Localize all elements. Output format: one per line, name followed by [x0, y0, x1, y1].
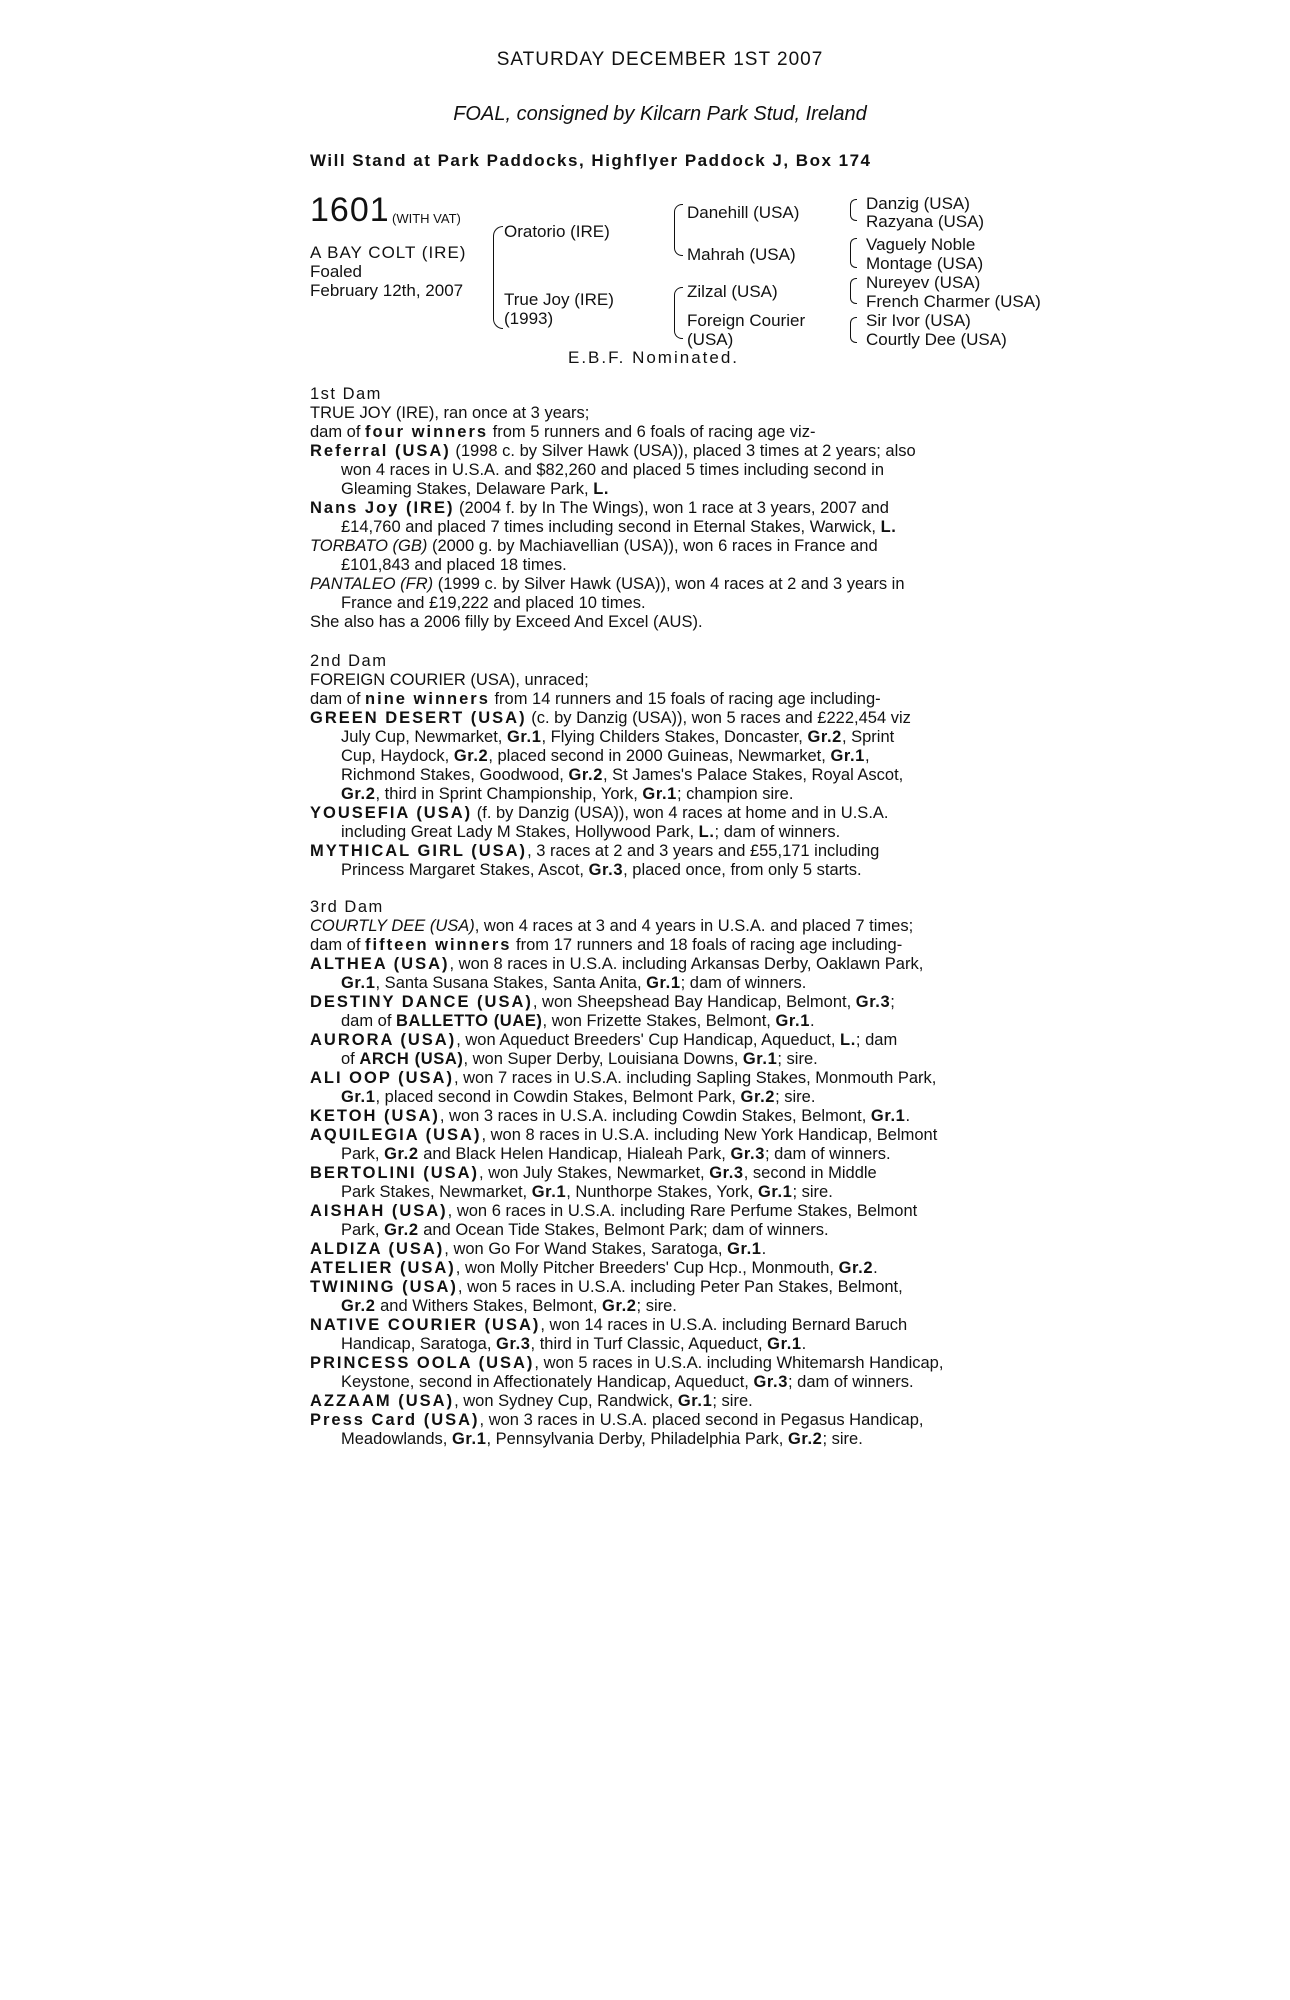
- sire-dam: Mahrah (USA): [687, 245, 796, 264]
- produce-torbato: TORBATO (GB) (2000 g. by Machiavellian (USA)), won 6 races in France and £101,843 and placed 18 times.: [310, 537, 878, 574]
- produce-name: ALTHEA (USA): [310, 955, 450, 973]
- sire: Oratorio (IRE): [504, 222, 610, 241]
- pedigree-brace-g2: [850, 238, 857, 268]
- first-dam-section: [310, 385, 970, 632]
- produce-name: Press Card (USA): [310, 1411, 480, 1429]
- third-dam-produce-list: [310, 955, 970, 1449]
- pedigree-brace-sire: [674, 204, 683, 256]
- lot-number: 1601: [310, 191, 390, 229]
- third-dam-produce-item: DESTINY DANCE (USA), won Sheepshead Bay Handicap, Belmont, Gr.3; dam of BALLETTO (UAE), won Frizette Stakes, Belmont, Gr.1.: [310, 993, 895, 1030]
- first-dam-produce-summary: dam of four winners from 5 runners and 6 foals of racing age viz-: [310, 423, 816, 441]
- stand-location: Will Stand at Park Paddocks, Highflyer Paddock J, Box 174: [310, 151, 872, 170]
- third-dam-produce-item: AQUILEGIA (USA), won 8 races in U.S.A. including New York Handicap, Belmont Park, Gr.2 and Black Helen Handicap, Hialeah Park, Gr.3; dam of winners.: [310, 1126, 938, 1163]
- dam-dam-line2: (USA): [687, 330, 734, 349]
- gen3-2: Razyana (USA): [866, 212, 985, 231]
- third-dam-produce-item: ALI OOP (USA), won 7 races in U.S.A. including Sapling Stakes, Monmouth Park, Gr.1, placed second in Cowdin Stakes, Belmont Park, Gr.2; sire.: [310, 1069, 937, 1106]
- sire-sire: Danehill (USA): [687, 203, 800, 222]
- gen3-7: Sir Ivor (USA): [866, 311, 971, 330]
- produce-name: AURORA (USA): [310, 1031, 457, 1049]
- pedigree-brace-main: [493, 226, 503, 329]
- third-dam-heading: 3rd Dam: [310, 898, 384, 916]
- gen3-8: Courtly Dee (USA): [866, 330, 1007, 349]
- produce-nans-joy: Nans Joy (IRE) (2004 f. by In The Wings), won 1 race at 3 years, 2007 and £14,760 and placed 7 times including second in Eternal Stakes, Warwick, L.: [310, 499, 897, 536]
- produce-name: AQUILEGIA (USA): [310, 1126, 482, 1144]
- gen3-5: Nureyev (USA): [866, 273, 981, 292]
- produce-mythical-girl: MYTHICAL GIRL (USA), 3 races at 2 and 3 years and £55,171 including Princess Margaret Stakes, Ascot, Gr.3, placed once, from only 5 starts.: [310, 842, 880, 879]
- gen3-3: Vaguely Noble: [866, 235, 976, 254]
- pedigree-brace-g3: [850, 278, 857, 304]
- pedigree-brace-dam: [674, 287, 683, 339]
- ebf-nomination: E.B.F. Nominated.: [568, 348, 740, 367]
- third-dam-produce-item: KETOH (USA), won 3 races in U.S.A. including Cowdin Stakes, Belmont, Gr.1.: [310, 1107, 911, 1125]
- dam-sire: Zilzal (USA): [687, 282, 778, 301]
- pedigree-brace-g1: [850, 199, 857, 221]
- dam-year: (1993): [504, 309, 554, 328]
- produce-name: AISHAH (USA): [310, 1202, 448, 1220]
- third-dam-produce-item: Press Card (USA), won 3 races in U.S.A. placed second in Pegasus Handicap, Meadowlands, Gr.1, Pennsylvania Derby, Philadelphia Park, Gr.2; sire.: [310, 1411, 924, 1448]
- produce-name: PRINCESS OOLA (USA): [310, 1354, 535, 1372]
- produce-yousefia: YOUSEFIA (USA) (f. by Danzig (USA)), won 4 races at home and in U.S.A. including Great Lady M Stakes, Hollywood Park, L.; dam of winners.: [310, 804, 889, 841]
- first-dam-heading: 1st Dam: [310, 385, 382, 403]
- third-dam-produce-item: PRINCESS OOLA (USA), won 5 races in U.S.A. including Whitemarsh Handicap, Keystone, second in Affectionately Handicap, Aqueduct, Gr.3; dam of winners.: [310, 1354, 944, 1391]
- gen3-1: Danzig (USA): [866, 194, 970, 213]
- produce-name: AZZAAM (USA): [310, 1392, 455, 1410]
- produce-name: DESTINY DANCE (USA): [310, 993, 533, 1011]
- second-dam-section: [310, 652, 970, 880]
- third-dam-produce-summary: dam of fifteen winners from 17 runners and 18 foals of racing age including-: [310, 936, 903, 954]
- third-dam-name: COURTLY DEE (USA), won 4 races at 3 and 4 years in U.S.A. and placed 7 times;: [310, 917, 914, 935]
- produce-name: TWINING (USA): [310, 1278, 458, 1296]
- produce-referral: Referral (USA) (1998 c. by Silver Hawk (USA)), placed 3 times at 2 years; also won 4 races in U.S.A. and $82,260 and placed 5 times including second in Gleaming Stakes, Delaware Park, L.: [310, 442, 916, 498]
- first-dam-name: TRUE JOY (IRE), ran once at 3 years;: [310, 404, 590, 422]
- third-dam-produce-item: NATIVE COURIER (USA), won 14 races in U.S.A. including Bernard Baruch Handicap, Saratoga, Gr.3, third in Turf Classic, Aqueduct, Gr.1.: [310, 1316, 908, 1353]
- third-dam-produce-item: AZZAAM (USA), won Sydney Cup, Randwick, Gr.1; sire.: [310, 1392, 753, 1410]
- sale-date: SATURDAY DECEMBER 1ST 2007: [496, 49, 824, 70]
- produce-green-desert: GREEN DESERT (USA) (c. by Danzig (USA)), won 5 races and £222,454 viz July Cup, Newmarket, Gr.1, Flying Childers Stakes, Doncaster, Gr.2, Sprint Cup, Haydock, Gr.2, placed second in 2000 Guineas, Newmarket, Gr.1, Richmond Stakes, Goodwood, Gr.2, St James's Palace Stakes, Royal Ascot, Gr.2, third in Sprint Championship, York, Gr.1; champion sire.: [310, 709, 911, 803]
- produce-name: BERTOLINI (USA): [310, 1164, 480, 1182]
- produce-name: ALDIZA (USA): [310, 1240, 445, 1258]
- produce-pantaleo: PANTALEO (FR) (1999 c. by Silver Hawk (USA)), won 4 races at 2 and 3 years in France and £19,222 and placed 10 times.: [310, 575, 905, 612]
- produce-name: ALI OOP (USA): [310, 1069, 454, 1087]
- consignment-line: FOAL, consigned by Kilcarn Park Stud, Ireland: [453, 103, 867, 125]
- third-dam-produce-item: ATELIER (USA), won Molly Pitcher Breeders' Cup Hcp., Monmouth, Gr.2.: [310, 1259, 878, 1277]
- third-dam-section: [310, 898, 970, 1449]
- third-dam-produce-item: ALDIZA (USA), won Go For Wand Stakes, Saratoga, Gr.1.: [310, 1240, 767, 1258]
- dam: True Joy (IRE): [504, 290, 614, 309]
- third-dam-produce-item: AISHAH (USA), won 6 races in U.S.A. including Rare Perfume Stakes, Belmont Park, Gr.2 and Ocean Tide Stakes, Belmont Park; dam of winners.: [310, 1202, 918, 1239]
- third-dam-produce-item: BERTOLINI (USA), won July Stakes, Newmarket, Gr.3, second in Middle Park Stakes, Newmarket, Gr.1, Nunthorpe Stakes, York, Gr.1; sire.: [310, 1164, 877, 1201]
- gen3-6: French Charmer (USA): [866, 292, 1041, 311]
- second-dam-name: FOREIGN COURIER (USA), unraced;: [310, 671, 589, 689]
- produce-name: NATIVE COURIER (USA): [310, 1316, 541, 1334]
- dam-dam-line1: Foreign Courier: [687, 311, 806, 330]
- third-dam-produce-item: AURORA (USA), won Aqueduct Breeders' Cup Handicap, Aqueduct, L.; dam of ARCH (USA), won Super Derby, Louisiana Downs, Gr.1; sire.: [310, 1031, 898, 1068]
- vat-note: (WITH VAT): [392, 211, 461, 226]
- second-dam-heading: 2nd Dam: [310, 652, 388, 670]
- pedigree-brace-g4: [850, 317, 857, 343]
- gen3-4: Montage (USA): [866, 254, 984, 273]
- produce-name: KETOH (USA): [310, 1107, 440, 1125]
- third-dam-produce-item: TWINING (USA), won 5 races in U.S.A. including Peter Pan Stakes, Belmont, Gr.2 and Withers Stakes, Belmont, Gr.2; sire.: [310, 1278, 903, 1315]
- foaled-date: February 12th, 2007: [310, 281, 464, 300]
- third-dam-produce-item: ALTHEA (USA), won 8 races in U.S.A. including Arkansas Derby, Oaklawn Park, Gr.1, Santa Susana Stakes, Santa Anita, Gr.1; dam of winners.: [310, 955, 924, 992]
- foaled-label: Foaled: [310, 262, 362, 281]
- second-dam-produce-summary: dam of nine winners from 14 runners and 15 foals of racing age including-: [310, 690, 881, 708]
- produce-name: ATELIER (USA): [310, 1259, 456, 1277]
- lot-description: A BAY COLT (IRE): [310, 243, 467, 262]
- first-dam-note: She also has a 2006 filly by Exceed And Excel (AUS).: [310, 613, 703, 631]
